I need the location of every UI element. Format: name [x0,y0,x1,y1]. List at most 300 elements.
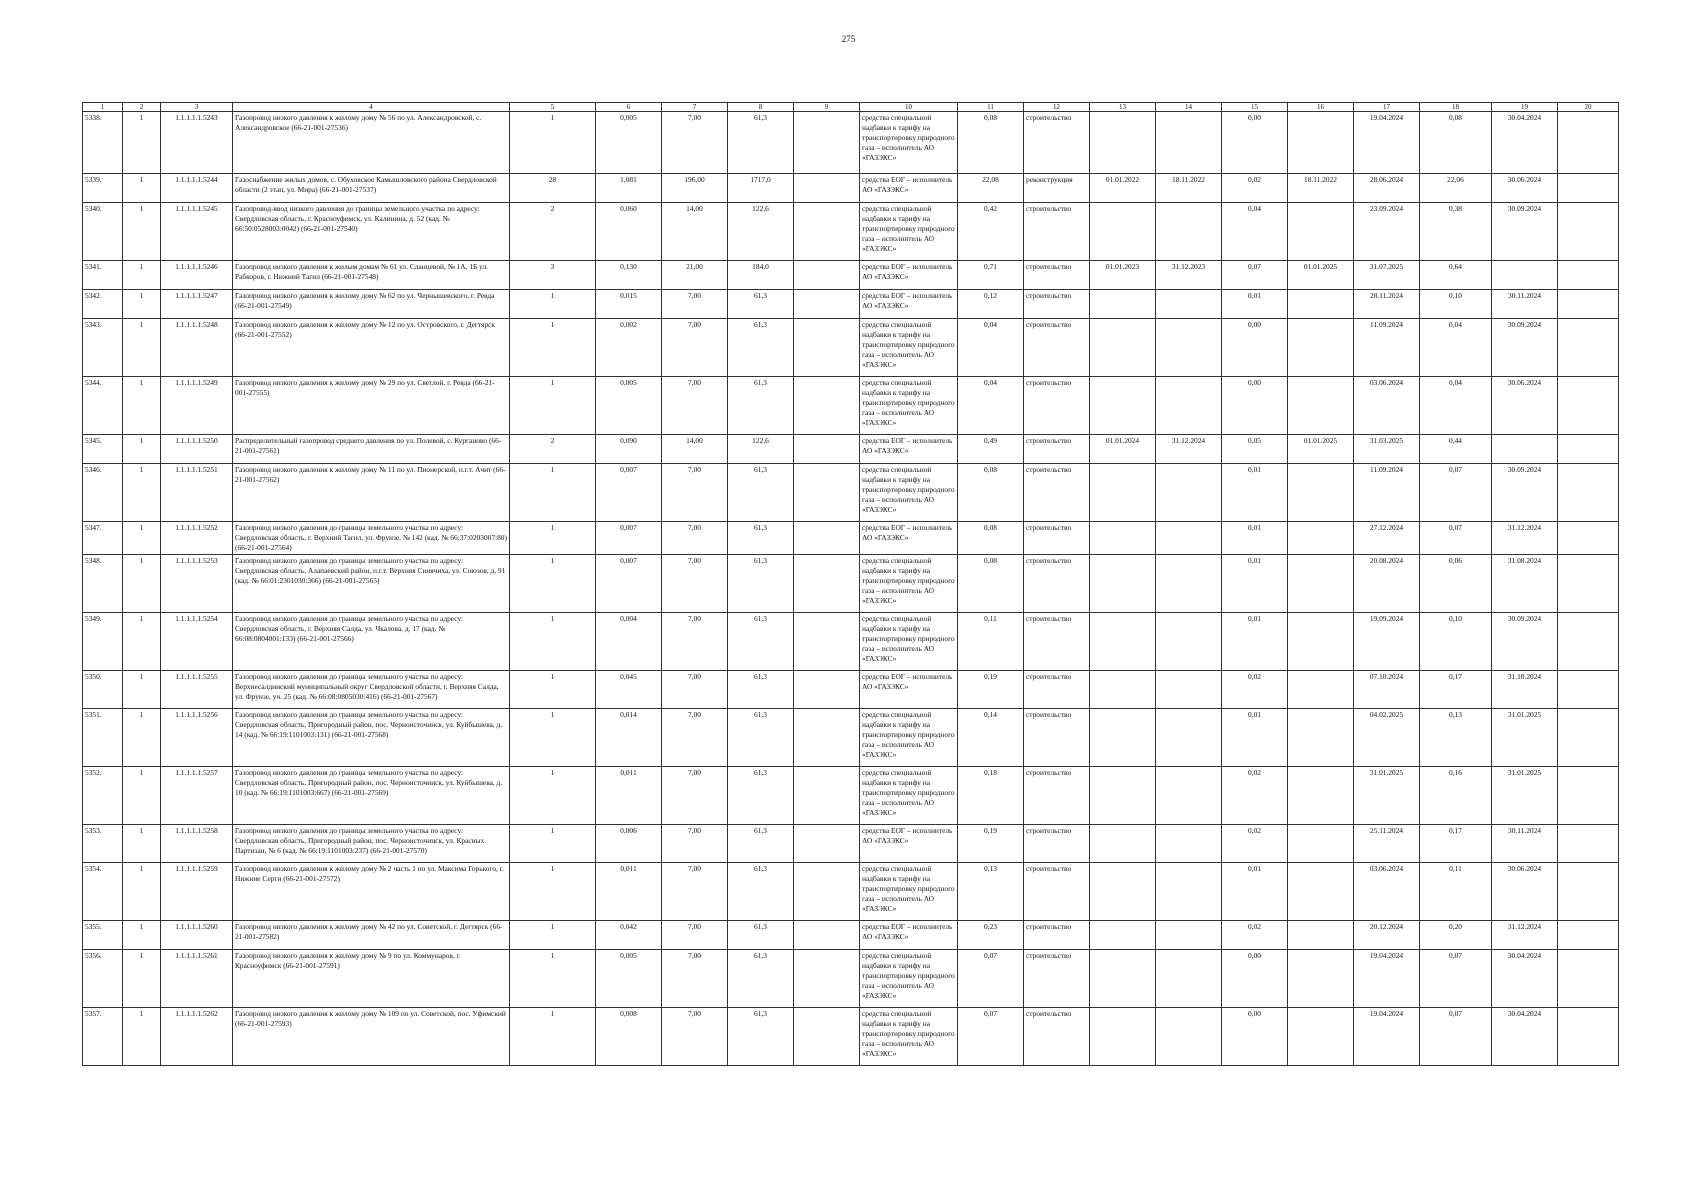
cell-c16 [1288,1008,1354,1066]
table-row [83,767,1619,825]
cell-source: средства ЕОГ – исполнитель АО «ГАЗЭКС» [860,825,958,863]
cell-source: средства специальной надбавки к тарифу на транспортировку природного газа – исполнитель АО «ГАЗЭКС» [860,203,958,261]
cell-c6: 0,045 [596,671,662,709]
table-row [83,950,1619,1008]
cell-c15: 0,01 [1222,522,1288,555]
cell-c15: 0,02 [1222,767,1288,825]
cell-c5: 1 [510,863,596,921]
cell-c2: 1 [123,921,161,950]
cell-c5: 1 [510,555,596,613]
table-row [83,522,1619,555]
cell-c12: строительство [1024,319,1090,377]
column-header: 6 [596,103,662,112]
cell-c6: 1,081 [596,174,662,203]
cell-c18: 22,06 [1420,174,1492,203]
cell-c7: 7,00 [662,863,728,921]
cell-c7: 7,00 [662,290,728,319]
cell-c16 [1288,203,1354,261]
cell-c6: 0,130 [596,261,662,290]
cell-c19: 30.11.2024 [1492,825,1558,863]
cell-c6: 0,007 [596,464,662,522]
column-header: 4 [233,103,510,112]
column-header: 18 [1420,103,1492,112]
cell-c2: 1 [123,174,161,203]
cell-c19: 31.01.2025 [1492,767,1558,825]
cell-c20 [1558,290,1619,319]
cell-c8: 61,3 [728,709,794,767]
cell-c18: 0,04 [1420,377,1492,435]
cell-c13 [1090,863,1156,921]
cell-c12: строительство [1024,950,1090,1008]
cell-c13: 01.01.2024 [1090,435,1156,464]
cell-name: Газопровод низкого давления к жилому дому № 9 по ул. Коммунаров, г. Красноуфимск (66-21-001-27591) [233,950,510,1008]
cell-c5: 1 [510,319,596,377]
cell-c16: 18.11.2022 [1288,174,1354,203]
cell-c18: 0,08 [1420,112,1492,174]
cell-c12: реконструкция [1024,174,1090,203]
cell-name: Газопровод низкого давления до границы земельного участка по адресу: Свердловская область, г. Верхняя Салда, ул. Чкалова, д. 17 (кад. № 66:08:0804001:133) (66-21-001-27566) [233,613,510,671]
cell-c13 [1090,112,1156,174]
cell-c2: 1 [123,671,161,709]
cell-c8: 61,3 [728,921,794,950]
cell-c13 [1090,1008,1156,1066]
cell-c13 [1090,950,1156,1008]
cell-c11: 0,19 [958,825,1024,863]
cell-c8: 61,3 [728,377,794,435]
cell-source: средства ЕОГ – исполнитель АО «ГАЗЭКС» [860,435,958,464]
cell-c14 [1156,464,1222,522]
cell-c9 [794,464,860,522]
table-row [83,377,1619,435]
column-header: 20 [1558,103,1619,112]
cell-c9 [794,709,860,767]
cell-c5: 1 [510,921,596,950]
cell-c16 [1288,112,1354,174]
column-header: 3 [161,103,233,112]
cell-c13: 01.01.2022 [1090,174,1156,203]
cell-c17: 19.04.2024 [1354,112,1420,174]
cell-c9 [794,112,860,174]
cell-c12: строительство [1024,921,1090,950]
cell-c15: 0,01 [1222,290,1288,319]
cell-c7: 7,00 [662,921,728,950]
cell-c12: строительство [1024,1008,1090,1066]
cell-c20 [1558,671,1619,709]
cell-n: 5346. [83,464,123,522]
cell-c12: строительство [1024,290,1090,319]
table-row [83,464,1619,522]
table-row [83,203,1619,261]
cell-c19: 31.01.2025 [1492,709,1558,767]
cell-c13 [1090,464,1156,522]
cell-c13 [1090,613,1156,671]
cell-c8: 61,3 [728,555,794,613]
cell-c20 [1558,1008,1619,1066]
cell-c13 [1090,555,1156,613]
cell-c15: 0,00 [1222,319,1288,377]
cell-c14 [1156,671,1222,709]
cell-c9 [794,290,860,319]
cell-c15: 0,04 [1222,203,1288,261]
cell-c19: 30.04.2024 [1492,950,1558,1008]
cell-c16 [1288,671,1354,709]
cell-c13 [1090,319,1156,377]
cell-c2: 1 [123,290,161,319]
cell-c20 [1558,319,1619,377]
cell-c15: 0,00 [1222,377,1288,435]
cell-c5: 2 [510,435,596,464]
cell-c8: 1717,0 [728,174,794,203]
cell-c18: 0,04 [1420,319,1492,377]
cell-c6: 0,002 [596,319,662,377]
cell-c16 [1288,613,1354,671]
cell-c9 [794,863,860,921]
cell-c20 [1558,555,1619,613]
cell-c2: 1 [123,435,161,464]
cell-c16 [1288,319,1354,377]
cell-c7: 7,00 [662,825,728,863]
cell-name: Газоснабжение жилых домов, с. Обуховское Камышловского района Свердловской области (2 этап, ул. Мира) (66-21-001-27537) [233,174,510,203]
cell-c14 [1156,112,1222,174]
cell-c17: 11.09.2024 [1354,319,1420,377]
cell-c14 [1156,613,1222,671]
cell-c13 [1090,767,1156,825]
cell-c19 [1492,261,1558,290]
cell-c18: 0,06 [1420,555,1492,613]
column-header: 13 [1090,103,1156,112]
cell-c2: 1 [123,261,161,290]
cell-c20 [1558,709,1619,767]
cell-c9 [794,435,860,464]
cell-c20 [1558,435,1619,464]
investment-program-table [82,102,1619,1066]
cell-c5: 1 [510,464,596,522]
cell-name: Газопровод низкого давления к жилым домам № 61 ул. Сланцевой, № 1А, 1Б ул. Рабкоров, г. Нижний Тагил (66-21-001-27548) [233,261,510,290]
table-row [83,825,1619,863]
cell-c16 [1288,921,1354,950]
column-header: 11 [958,103,1024,112]
cell-c8: 122,6 [728,203,794,261]
cell-c13 [1090,203,1156,261]
cell-c5: 1 [510,825,596,863]
cell-c17: 25.11.2024 [1354,825,1420,863]
cell-c18: 0,20 [1420,921,1492,950]
table-row [83,1008,1619,1066]
cell-n: 5349. [83,613,123,671]
cell-c20 [1558,261,1619,290]
cell-c19: 31.12.2024 [1492,921,1558,950]
table-row [83,290,1619,319]
cell-c14 [1156,203,1222,261]
cell-c17: 23.09.2024 [1354,203,1420,261]
cell-c8: 61,3 [728,464,794,522]
cell-c5: 1 [510,950,596,1008]
cell-c13 [1090,921,1156,950]
cell-c5: 1 [510,290,596,319]
cell-c11: 0,42 [958,203,1024,261]
cell-c5: 1 [510,613,596,671]
cell-c9 [794,174,860,203]
cell-c20 [1558,767,1619,825]
cell-c16: 01.01.2025 [1288,261,1354,290]
cell-source: средства специальной надбавки к тарифу на транспортировку природного газа – исполнитель АО «ГАЗЭКС» [860,767,958,825]
cell-c8: 184,0 [728,261,794,290]
cell-c7: 7,00 [662,112,728,174]
cell-c2: 1 [123,377,161,435]
cell-c20 [1558,613,1619,671]
cell-code: 1.1.1.1.1.5250 [161,435,233,464]
cell-c6: 0,042 [596,921,662,950]
column-header: 17 [1354,103,1420,112]
cell-c12: строительство [1024,261,1090,290]
cell-c6: 0,005 [596,950,662,1008]
column-header: 8 [728,103,794,112]
cell-c14: 31.12.2024 [1156,435,1222,464]
cell-c11: 0,08 [958,555,1024,613]
cell-code: 1.1.1.1.1.5260 [161,921,233,950]
cell-code: 1.1.1.1.1.5261 [161,950,233,1008]
cell-c18: 0,10 [1420,290,1492,319]
cell-name: Газопровод низкого давления до границы земельного участка по адресу: Свердловская область, г. Верхний Тагил, ул. Фрунзе, № 142 (кад. № 66:37:0203007:80) (66-21-001-27564) [233,522,510,555]
cell-code: 1.1.1.1.1.5247 [161,290,233,319]
cell-c19: 30.04.2024 [1492,112,1558,174]
cell-c19: 30.04.2024 [1492,1008,1558,1066]
cell-c9 [794,377,860,435]
cell-c2: 1 [123,825,161,863]
cell-c14 [1156,290,1222,319]
cell-c7: 7,00 [662,522,728,555]
cell-n: 5344. [83,377,123,435]
cell-source: средства специальной надбавки к тарифу на транспортировку природного газа – исполнитель АО «ГАЗЭКС» [860,1008,958,1066]
cell-c20 [1558,464,1619,522]
cell-c7: 7,00 [662,709,728,767]
cell-c7: 14,00 [662,203,728,261]
cell-code: 1.1.1.1.1.5259 [161,863,233,921]
cell-c9 [794,319,860,377]
cell-c16 [1288,555,1354,613]
cell-n: 5357. [83,1008,123,1066]
cell-source: средства специальной надбавки к тарифу на транспортировку природного газа – исполнитель АО «ГАЗЭКС» [860,377,958,435]
cell-c5: 28 [510,174,596,203]
cell-c17: 19.09.2024 [1354,613,1420,671]
cell-c2: 1 [123,112,161,174]
cell-source: средства специальной надбавки к тарифу на транспортировку природного газа – исполнитель АО «ГАЗЭКС» [860,613,958,671]
cell-c18: 0,07 [1420,950,1492,1008]
cell-c12: строительство [1024,825,1090,863]
cell-c15: 0,02 [1222,921,1288,950]
cell-c9 [794,203,860,261]
cell-c18: 0,38 [1420,203,1492,261]
cell-c19: 30.06.2024 [1492,174,1558,203]
cell-name: Газопровод-ввод низкого давления до границы земельного участка по адресу: Свердловская область, г. Красноуфимск, ул. Калинина, д. 52 (кад. № 66:50:0528003:0042) (66-21-001-27540) [233,203,510,261]
cell-n: 5339. [83,174,123,203]
cell-c5: 1 [510,767,596,825]
cell-code: 1.1.1.1.1.5256 [161,709,233,767]
cell-code: 1.1.1.1.1.5251 [161,464,233,522]
cell-c15: 0,05 [1222,435,1288,464]
cell-c2: 1 [123,203,161,261]
column-header: 15 [1222,103,1288,112]
cell-c19: 30.11.2024 [1492,290,1558,319]
cell-n: 5352. [83,767,123,825]
cell-source: средства ЕОГ – исполнитель АО «ГАЗЭКС» [860,522,958,555]
cell-c13 [1090,671,1156,709]
cell-c12: строительство [1024,203,1090,261]
cell-c18: 0,07 [1420,464,1492,522]
cell-c11: 0,13 [958,863,1024,921]
cell-code: 1.1.1.1.1.5257 [161,767,233,825]
cell-c14 [1156,709,1222,767]
cell-c6: 0,090 [596,435,662,464]
cell-c11: 0,08 [958,522,1024,555]
cell-c2: 1 [123,709,161,767]
cell-code: 1.1.1.1.1.5243 [161,112,233,174]
cell-c14: 31.12.2023 [1156,261,1222,290]
cell-code: 1.1.1.1.1.5253 [161,555,233,613]
cell-c9 [794,671,860,709]
cell-n: 5345. [83,435,123,464]
cell-c18: 0,64 [1420,261,1492,290]
cell-c14 [1156,377,1222,435]
cell-c11: 0,04 [958,377,1024,435]
cell-c13 [1090,825,1156,863]
cell-c18: 0,10 [1420,613,1492,671]
table-row [83,863,1619,921]
cell-n: 5350. [83,671,123,709]
page-number: 275 [841,34,856,44]
cell-source: средства ЕОГ – исполнитель АО «ГАЗЭКС» [860,671,958,709]
cell-c15: 0,00 [1222,112,1288,174]
cell-code: 1.1.1.1.1.5246 [161,261,233,290]
cell-c14 [1156,921,1222,950]
cell-c18: 0,44 [1420,435,1492,464]
cell-source: средства специальной надбавки к тарифу на транспортировку природного газа – исполнитель АО «ГАЗЭКС» [860,950,958,1008]
cell-c13 [1090,290,1156,319]
cell-c19: 30.09.2024 [1492,319,1558,377]
cell-c15: 0,01 [1222,863,1288,921]
cell-c5: 3 [510,261,596,290]
cell-c8: 61,3 [728,290,794,319]
cell-c11: 0,07 [958,1008,1024,1066]
cell-name: Газопровод низкого давления к жилому дому № 29 по ул. Светлой, г. Ревда (66-21-001-27555) [233,377,510,435]
cell-c2: 1 [123,1008,161,1066]
cell-c15: 0,01 [1222,613,1288,671]
cell-c9 [794,1008,860,1066]
cell-source: средства ЕОГ – исполнитель АО «ГАЗЭКС» [860,290,958,319]
cell-c15: 0,02 [1222,671,1288,709]
cell-c19: 30.06.2024 [1492,377,1558,435]
cell-c7: 7,00 [662,613,728,671]
cell-c19: 30.09.2024 [1492,203,1558,261]
cell-code: 1.1.1.1.1.5255 [161,671,233,709]
cell-c12: строительство [1024,112,1090,174]
cell-c11: 22,08 [958,174,1024,203]
cell-c5: 1 [510,522,596,555]
cell-c5: 1 [510,1008,596,1066]
cell-c5: 1 [510,377,596,435]
cell-c17: 31.07.2025 [1354,261,1420,290]
cell-c20 [1558,377,1619,435]
cell-name: Газопровод низкого давления до границы земельного участка по адресу: Верхнесалдинский муниципальный округ Свердловской области, г. Верхняя Салда, ул. Фрунзе, уч. 25 (кад. № 66:08:0805030:416) (66-21-001-27567) [233,671,510,709]
cell-c15: 0,01 [1222,555,1288,613]
cell-c6: 0,007 [596,522,662,555]
cell-c2: 1 [123,555,161,613]
cell-c14: 18.11.2022 [1156,174,1222,203]
cell-c17: 19.04.2024 [1354,950,1420,1008]
cell-c19: 31.10.2024 [1492,671,1558,709]
cell-n: 5338. [83,112,123,174]
cell-c15: 0,00 [1222,1008,1288,1066]
column-header: 12 [1024,103,1090,112]
cell-name: Газопровод низкого давления к жилому дому № 62 по ул. Чернышевского, г. Ревда (66-21-001-27549) [233,290,510,319]
cell-source: средства ЕОГ – исполнитель АО «ГАЗЭКС» [860,174,958,203]
table-row [83,671,1619,709]
cell-c19: 30.06.2024 [1492,863,1558,921]
cell-c11: 0,04 [958,319,1024,377]
cell-c17: 31.01.2025 [1354,767,1420,825]
cell-c15: 0,01 [1222,709,1288,767]
cell-c6: 0,005 [596,112,662,174]
cell-c14 [1156,767,1222,825]
cell-c12: строительство [1024,863,1090,921]
cell-code: 1.1.1.1.1.5248 [161,319,233,377]
cell-c9 [794,261,860,290]
cell-name: Газопровод низкого давления до границы земельного участка по адресу: Свердловская область, Алапаевский район, п.г.т. Верхняя Синячиха, ул. Союзов, д. 91 (кад. № 66:01:2301030:366) (66-21-001-27565) [233,555,510,613]
cell-c7: 14,00 [662,435,728,464]
cell-name: Газопровод низкого давления к жилому дому № 109 по ул. Советской, пос. Уфимский (66-21-001-27593) [233,1008,510,1066]
cell-c11: 0,08 [958,464,1024,522]
column-header: 14 [1156,103,1222,112]
cell-name: Газопровод низкого давления до границы земельного участка по адресу: Свердловская область, Пригородный район, пос. Черноисточинск, ул. Куйбышева, д. 14 (кад. № 66:19:1101003:131) (66-21-001-27568) [233,709,510,767]
cell-c17: 03.06.2024 [1354,377,1420,435]
cell-c14 [1156,555,1222,613]
cell-source: средства специальной надбавки к тарифу на транспортировку природного газа – исполнитель АО «ГАЗЭКС» [860,709,958,767]
cell-c6: 0,060 [596,203,662,261]
cell-n: 5341. [83,261,123,290]
cell-c7: 21,00 [662,261,728,290]
cell-name: Газопровод низкого давления до границы земельного участка по адресу: Свердловская область, Пригородный район, пос. Черноисточинск, ул. Куйбышева, д. 10 (кад. № 66:19:1101003:667) (66-21-001-27569) [233,767,510,825]
cell-n: 5351. [83,709,123,767]
cell-code: 1.1.1.1.1.5249 [161,377,233,435]
cell-c18: 0,17 [1420,825,1492,863]
cell-c17: 27.12.2024 [1354,522,1420,555]
cell-c8: 61,3 [728,825,794,863]
cell-c18: 0,07 [1420,1008,1492,1066]
cell-c17: 07.10.2024 [1354,671,1420,709]
cell-c17: 28.06.2024 [1354,174,1420,203]
cell-name: Газопровод низкого давления к жилому дому № 56 по ул. Александровской, с. Александровское (66-21-001-27536) [233,112,510,174]
column-header: 5 [510,103,596,112]
cell-n: 5343. [83,319,123,377]
table-row [83,174,1619,203]
cell-c5: 1 [510,709,596,767]
table-row [83,261,1619,290]
cell-c6: 0,011 [596,863,662,921]
cell-c11: 0,18 [958,767,1024,825]
cell-c17: 11.09.2024 [1354,464,1420,522]
cell-source: средства специальной надбавки к тарифу на транспортировку природного газа – исполнитель АО «ГАЗЭКС» [860,464,958,522]
cell-source: средства специальной надбавки к тарифу на транспортировку природного газа – исполнитель АО «ГАЗЭКС» [860,555,958,613]
cell-c7: 7,00 [662,319,728,377]
cell-c14 [1156,319,1222,377]
cell-code: 1.1.1.1.1.5245 [161,203,233,261]
cell-n: 5353. [83,825,123,863]
table-row [83,613,1619,671]
cell-c9 [794,522,860,555]
cell-c13 [1090,377,1156,435]
cell-c18: 0,11 [1420,863,1492,921]
cell-code: 1.1.1.1.1.5254 [161,613,233,671]
